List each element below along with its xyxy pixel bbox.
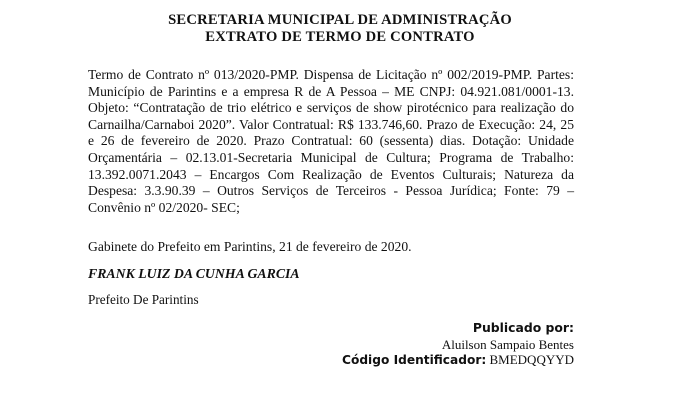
publisher-name: Aluilson Sampaio Bentes (441, 337, 574, 352)
place-and-date: Gabinete do Prefeito em Parintins, 21 de fevereiro de 2020. (88, 239, 412, 254)
signer-name: FRANK LUIZ DA CUNHA GARCIA (88, 266, 300, 281)
identifier-code-label: Código Identificador: (342, 353, 487, 367)
signer-role: Prefeito De Parintins (88, 292, 199, 307)
contract-summary-paragraph: Termo de Contrato nº 013/2020-PMP. Dispensa de Licitação nº 002/2019-PMP. Partes: Município de Parintins e a empresa R de A Pessoa – ME CNPJ: 04.921.081/0001-13. Objeto: “Contratação de trio elétrico e serviços de show pirotécnico para realização do Carnailha/Carnaboi 2020”. Valor Contratual: R$ 133.746,60. Prazo de Execução: 24, 25 e 26 de fevereiro de 2020. Prazo Contratual: 60 (sessenta) dias. Dotação: Unidade Orçamentária – 02.13.01-Secretaria Municipal de Cultura; Programa de Trabalho: 13.392.0071.2043 – Encargos Com Realização de Eventos Culturais; Natureza da Despesa: 3.3.90.39 – Outros Serviços de Terceiros - Pessoa Jurídica; Fonte: 79 – Convênio nº 02/2020- SEC; (88, 67, 574, 215)
identifier-code-value: BMEDQQYYD (489, 352, 574, 367)
published-by-label: Publicado por: (472, 320, 574, 335)
header-title-extrato: EXTRATO DE TERMO DE CONTRATO (205, 29, 475, 45)
identifier-code-line (342, 352, 574, 368)
header-title-secretaria: SECRETARIA MUNICIPAL DE ADMINISTRAÇÃO (168, 12, 512, 28)
